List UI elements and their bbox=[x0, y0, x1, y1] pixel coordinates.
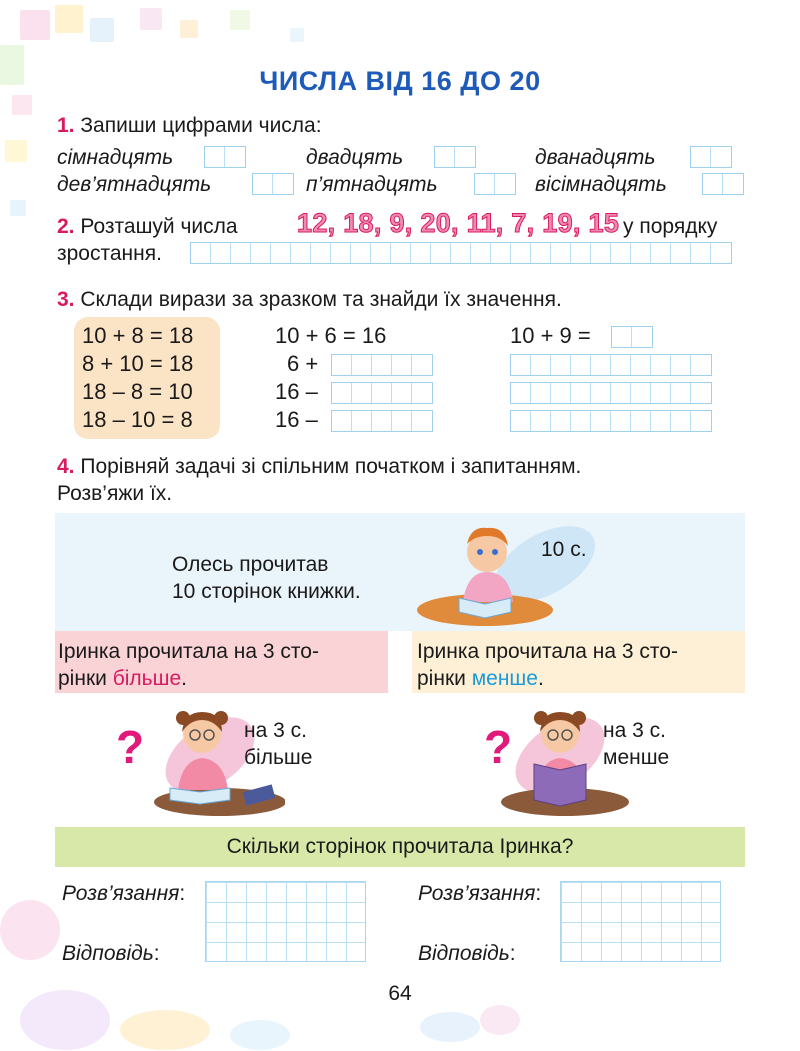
answer-cells[interactable] bbox=[331, 354, 433, 376]
decor-square bbox=[20, 10, 50, 40]
task-number: 3. bbox=[57, 288, 75, 311]
decor-square bbox=[140, 8, 162, 30]
answer-cells[interactable] bbox=[510, 354, 712, 376]
page-title: ЧИСЛА ВІД 16 ДО 20 bbox=[259, 66, 541, 96]
condition-text-start: рінки bbox=[417, 667, 472, 690]
decor-square bbox=[55, 5, 83, 33]
condition-text bbox=[58, 666, 187, 692]
solution-label-text: Розв’язання bbox=[418, 882, 536, 905]
task-number: 1. bbox=[57, 114, 75, 137]
decor-bubble bbox=[120, 1010, 210, 1050]
bubble-text: більше bbox=[244, 746, 313, 769]
answer-cells[interactable] bbox=[510, 382, 712, 404]
condition-text bbox=[417, 666, 544, 692]
question-mark-icon: ? bbox=[484, 721, 513, 773]
colon: : bbox=[535, 882, 542, 905]
answer-cells[interactable] bbox=[331, 382, 433, 404]
page-number: 64 bbox=[388, 982, 412, 1005]
expression: 6 + bbox=[287, 351, 319, 376]
task3-heading bbox=[57, 287, 562, 313]
decor-square bbox=[180, 20, 198, 38]
task1-heading bbox=[57, 113, 322, 139]
expression: 16 – bbox=[275, 407, 318, 432]
decor-square bbox=[230, 10, 250, 30]
decor-square bbox=[90, 18, 114, 42]
decor-bubble bbox=[420, 1012, 480, 1042]
number-word: вісімнадцять bbox=[535, 173, 667, 196]
decor-bubble bbox=[0, 900, 60, 960]
answer-cells[interactable] bbox=[252, 173, 294, 195]
colon: : bbox=[153, 942, 160, 965]
sample-expression: 18 – 10 = 8 bbox=[82, 407, 193, 432]
sample-expression: 8 + 10 = 18 bbox=[82, 351, 194, 376]
number-word: двадцять bbox=[306, 146, 404, 169]
task-text: Розв’яжи їх. bbox=[57, 482, 173, 505]
bubble-text: менше bbox=[603, 746, 670, 769]
expression: 16 – bbox=[275, 379, 318, 404]
solution-grid[interactable] bbox=[205, 881, 366, 962]
condition-text-start: рінки bbox=[58, 667, 113, 690]
question-mark-icon: ? bbox=[116, 721, 145, 773]
answer-cells[interactable] bbox=[190, 242, 732, 264]
common-condition-panel bbox=[55, 513, 745, 631]
answer-cells[interactable] bbox=[702, 173, 744, 195]
task4-heading bbox=[57, 454, 581, 480]
colon: : bbox=[179, 882, 186, 905]
task-text: Склади вирази за зразком та знайди їх значення. bbox=[80, 288, 562, 311]
answer-cells[interactable] bbox=[434, 146, 476, 168]
task-text: Запиши цифрами числа: bbox=[80, 114, 322, 137]
answer-label-text: Відповідь bbox=[418, 942, 510, 965]
task-number: 4. bbox=[57, 455, 75, 478]
solution-label-text: Розв’язання bbox=[62, 882, 180, 905]
answer-cells[interactable] bbox=[690, 146, 732, 168]
solution-grid[interactable] bbox=[560, 881, 721, 962]
number-sequence: 12, 18, 9, 20, 11, 7, 19, 15 bbox=[297, 208, 620, 238]
condition-text: Іринка прочитала на 3 сто- bbox=[58, 640, 319, 663]
question-text: Скільки сторінок прочитала Іринка? bbox=[226, 835, 574, 858]
colon: : bbox=[509, 942, 516, 965]
decor-square bbox=[12, 95, 32, 115]
number-word: дев’ятнадцять bbox=[57, 173, 212, 196]
keyword-less: менше bbox=[471, 667, 538, 690]
answer-label-text: Відповідь bbox=[62, 942, 154, 965]
answer-label bbox=[62, 941, 160, 967]
boy-reading-illustration bbox=[415, 514, 595, 630]
condition-text: Іринка прочитала на 3 сто- bbox=[417, 640, 678, 663]
sample-expression: 18 – 8 = 10 bbox=[82, 379, 193, 404]
answer-cells[interactable] bbox=[204, 146, 246, 168]
task2-heading bbox=[57, 214, 238, 240]
decor-bubble bbox=[230, 1020, 290, 1050]
period: . bbox=[537, 667, 544, 690]
answer-label bbox=[418, 941, 516, 967]
task-text: у порядку bbox=[623, 215, 718, 238]
decor-square bbox=[5, 140, 27, 162]
answer-cells[interactable] bbox=[611, 326, 653, 348]
boy-label: 10 с. bbox=[541, 538, 587, 561]
expression: 10 + 9 = bbox=[510, 323, 591, 348]
task-text: Розташуй числа bbox=[80, 215, 238, 238]
expression: 10 + 6 = 16 bbox=[275, 323, 387, 348]
decor-square bbox=[290, 28, 304, 42]
answer-cells[interactable] bbox=[510, 410, 712, 432]
task-number: 2. bbox=[57, 215, 75, 238]
solution-label bbox=[62, 881, 185, 907]
condition-text: Олесь прочитав bbox=[172, 553, 329, 576]
bubble-text: на 3 с. bbox=[603, 719, 666, 742]
condition-text: 10 сторінок книжки. bbox=[172, 580, 361, 603]
answer-cells[interactable] bbox=[474, 173, 516, 195]
number-word: сімнадцять bbox=[57, 146, 174, 169]
decor-bubble bbox=[480, 1005, 520, 1035]
decor-square bbox=[10, 200, 26, 216]
keyword-more: більше bbox=[112, 667, 182, 690]
period: . bbox=[181, 667, 187, 690]
number-word: п’ятнадцять bbox=[306, 173, 438, 196]
answer-cells[interactable] bbox=[331, 410, 433, 432]
solution-label bbox=[418, 881, 541, 907]
task-text: зростання. bbox=[57, 242, 162, 265]
number-word: дванадцять bbox=[535, 146, 656, 169]
bubble-text: на 3 с. bbox=[244, 719, 307, 742]
task-text: Порівняй задачі зі спільним початком і запитанням. bbox=[80, 455, 582, 478]
sample-expression: 10 + 8 = 18 bbox=[82, 323, 194, 348]
